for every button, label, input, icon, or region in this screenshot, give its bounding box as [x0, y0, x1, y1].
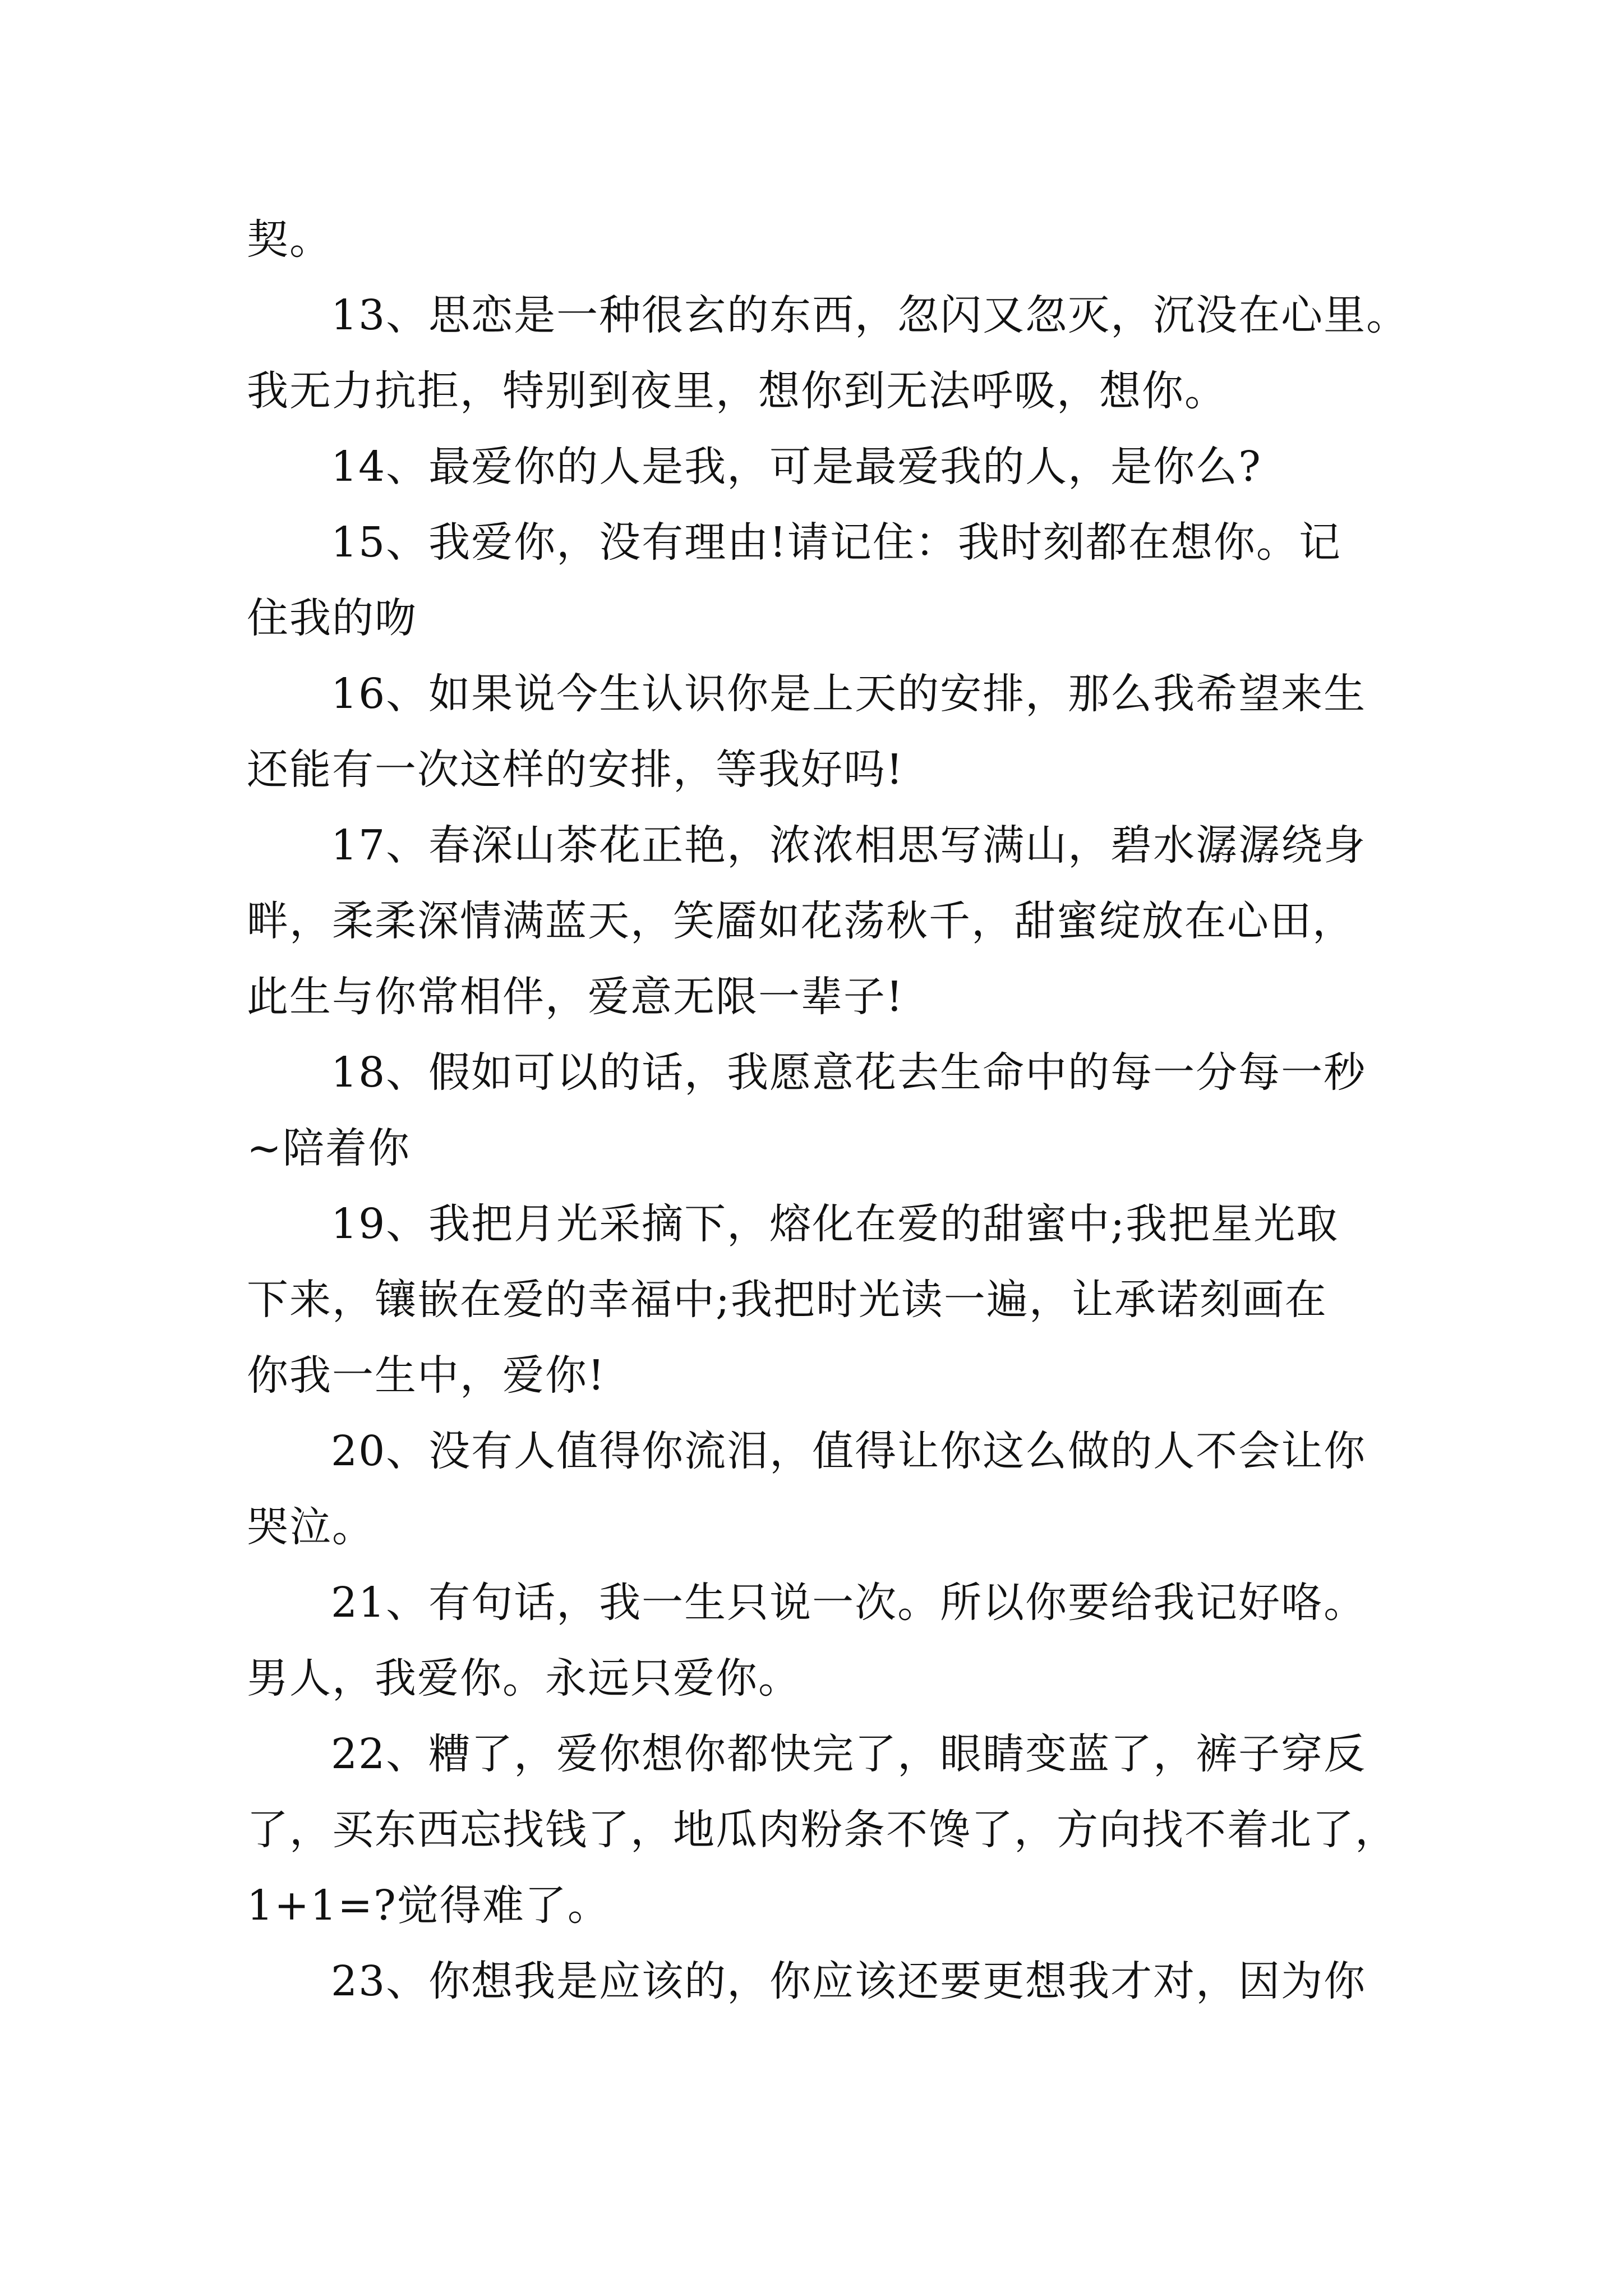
- text-line: 15、我爱你，没有理由!请记住：我时刻都在想你。记: [331, 518, 1341, 567]
- text-line: 14、最爱你的人是我，可是最爱我的人，是你么?: [331, 443, 1262, 491]
- text-line: 21、有句话，我一生只说一次。所以你要给我记好咯。: [331, 1579, 1367, 1627]
- text-line: 13、思恋是一种很玄的东西，忽闪又忽灭，沉没在心里。: [331, 291, 1409, 339]
- text-line: 我无力抗拒，特别到夜里，想你到无法呼吸，想你。: [247, 367, 1227, 415]
- text-line: 19、我把月光采摘下，熔化在爱的甜蜜中;我把星光取: [331, 1200, 1339, 1248]
- text-line: 下来，镶嵌在爱的幸福中;我把时光读一遍，让承诺刻画在: [247, 1276, 1327, 1324]
- text-line: 了，买东西忘找钱了，地瓜肉粉条不馋了，方向找不着北了，: [247, 1806, 1398, 1854]
- text-line: 此生与你常相伴，爱意无限一辈子!: [247, 973, 904, 1021]
- text-line: 23、你想我是应该的，你应该还要更想我才对，因为你: [331, 1957, 1367, 2005]
- text-line: ~陪着你: [247, 1124, 411, 1172]
- text-line: 1+1=?觉得难了。: [247, 1881, 610, 1930]
- text-line: 你我一生中，爱你!: [247, 1351, 606, 1400]
- text-line: 畔，柔柔深情满蓝天，笑靥如花荡秋千，甜蜜绽放在心田，: [247, 897, 1355, 945]
- text-line: 哭泣。: [247, 1503, 375, 1551]
- text-line: 16、如果说今生认识你是上天的安排，那么我希望来生: [331, 670, 1367, 718]
- document-body: [247, 202, 1409, 2019]
- text-line: 17、春深山茶花正艳，浓浓相思写满山，碧水潺潺绕身: [331, 821, 1367, 869]
- text-line: 男人，我爱你。永远只爱你。: [247, 1654, 801, 1703]
- text-line: 18、假如可以的话，我愿意花去生命中的每一分每一秒: [331, 1048, 1367, 1097]
- text-line: 22、糟了，爱你想你都快完了，眼睛变蓝了，裤子穿反: [331, 1730, 1367, 1778]
- text-line: 还能有一次这样的安排，等我好吗!: [247, 746, 904, 794]
- text-line: 契。: [247, 215, 332, 264]
- text-line: 20、没有人值得你流泪，值得让你这么做的人不会让你: [331, 1427, 1367, 1475]
- text-line: 住我的吻: [247, 594, 417, 642]
